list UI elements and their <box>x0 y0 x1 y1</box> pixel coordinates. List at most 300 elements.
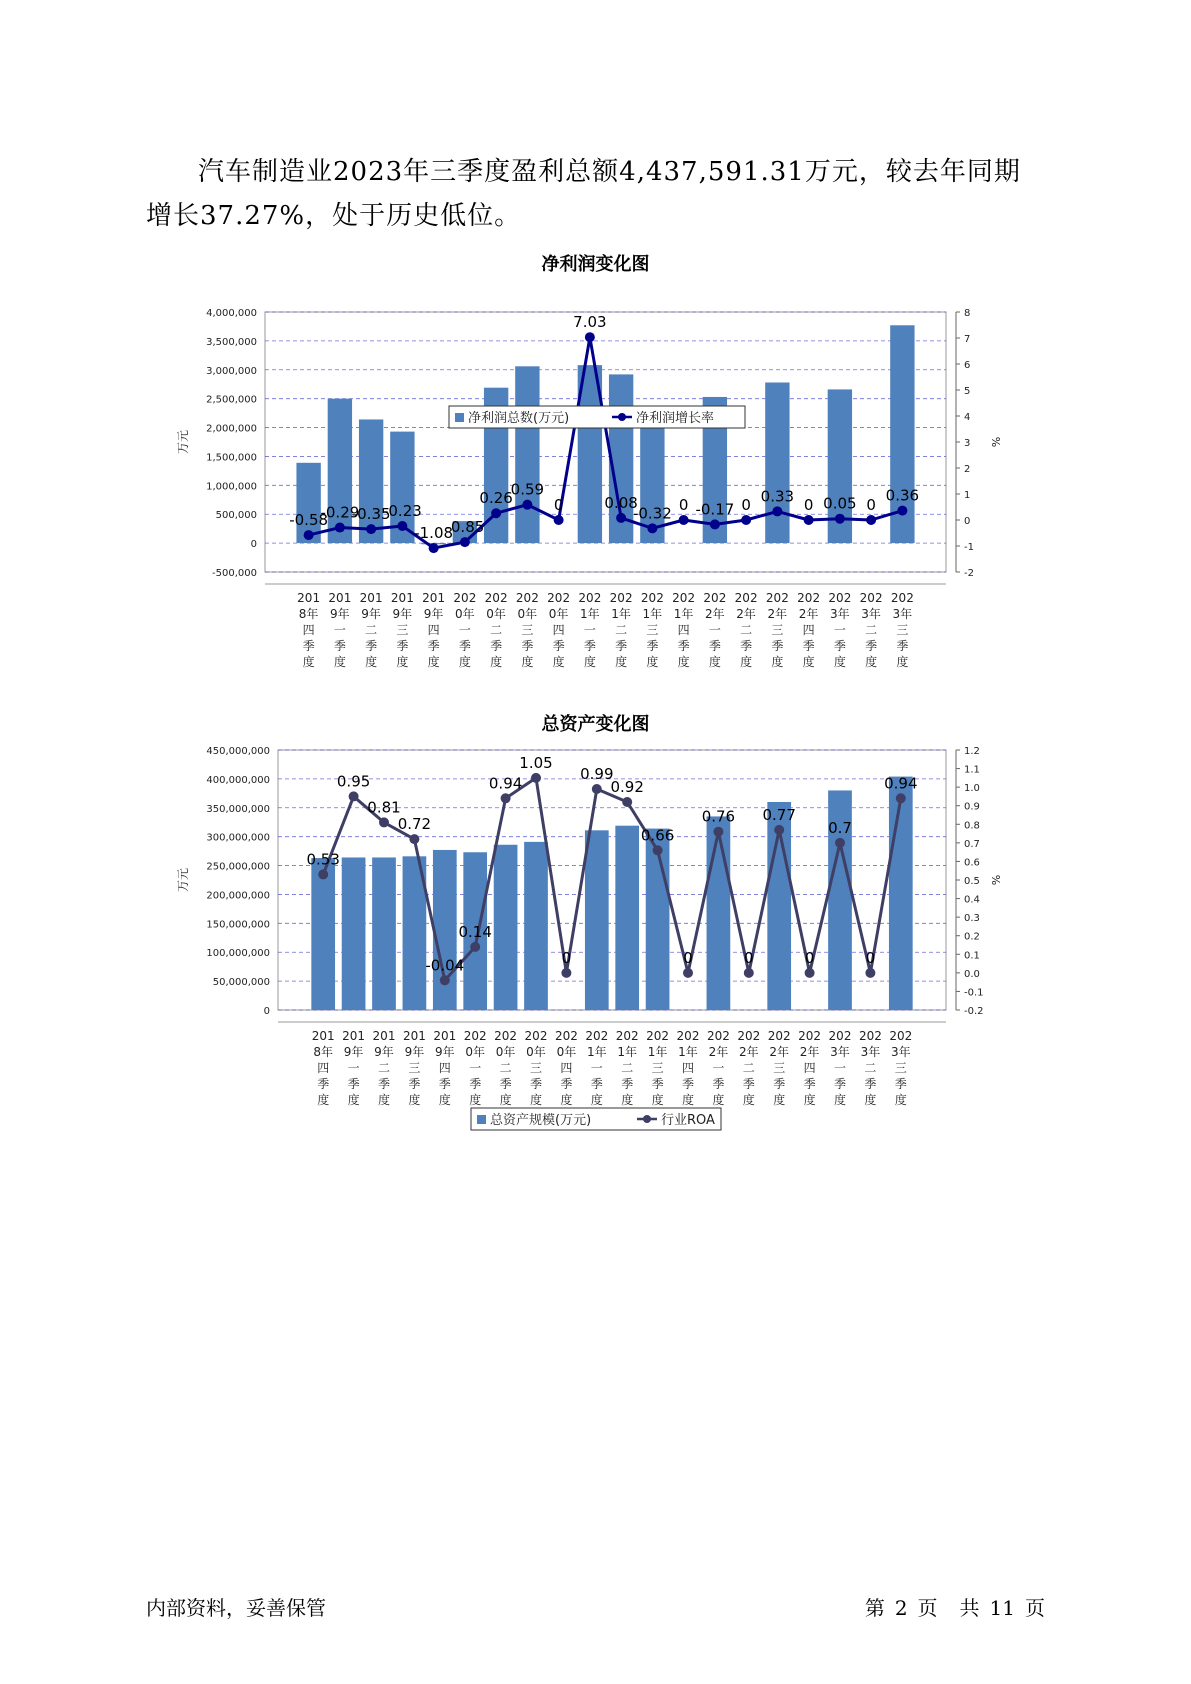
x-tick-label: 9年 <box>374 1045 394 1059</box>
data-label: 0.99 <box>580 765 614 783</box>
x-tick-label: 1年 <box>678 1045 698 1059</box>
x-tick-label: 9年 <box>434 1045 455 1059</box>
x-tick-label: 季 <box>469 1077 482 1091</box>
x-tick-label: 202 <box>765 591 789 605</box>
data-label: 0.72 <box>397 815 432 834</box>
bar <box>311 858 335 1010</box>
bar <box>433 850 457 1010</box>
line-marker <box>585 332 595 342</box>
data-label: 0 <box>803 496 814 514</box>
line-marker <box>713 827 723 837</box>
x-tick-label: 四 <box>802 623 815 637</box>
x-tick-label: 季 <box>499 1077 512 1091</box>
data-label: 0 <box>744 948 754 967</box>
bar <box>494 845 518 1010</box>
y2-tick-label: 4 <box>964 412 971 423</box>
x-tick-label: 2年 <box>798 607 819 621</box>
x-tick-label: 度 <box>590 1093 603 1107</box>
bar <box>342 857 366 1010</box>
legend-bar-label: 总资产规模(万元) <box>490 1113 592 1128</box>
y-tick-label: -500,000 <box>212 568 257 579</box>
line-marker <box>835 514 845 524</box>
x-tick-label: 四 <box>560 1061 573 1075</box>
line-marker <box>622 797 632 807</box>
x-tick-label: 202 <box>463 1029 487 1043</box>
y-axis-title: 万元 <box>176 429 190 455</box>
x-tick-label: 度 <box>552 655 565 669</box>
x-tick-label: 201 <box>372 1029 396 1043</box>
x-tick-label: 度 <box>499 1093 512 1107</box>
y-tick-label: 350,000,000 <box>206 803 270 815</box>
y-tick-label: 200,000,000 <box>206 890 270 902</box>
x-tick-label: 202 <box>609 591 633 605</box>
x-tick-label: 季 <box>894 1077 907 1091</box>
page-number: 2 <box>894 1596 908 1620</box>
x-tick-label: 季 <box>408 1077 421 1091</box>
y-tick-label: 2,000,000 <box>206 423 257 435</box>
x-tick-label: 一 <box>469 1061 482 1075</box>
x-tick-label: 2年 <box>705 607 725 621</box>
x-tick-label: 度 <box>865 655 878 669</box>
line-marker <box>897 506 907 516</box>
x-tick-label: 9年 <box>392 607 413 621</box>
line-marker <box>592 784 602 794</box>
y2-tick-label: -0.2 <box>964 1006 984 1017</box>
y2-tick-label: 8 <box>964 308 971 319</box>
line-marker <box>501 793 511 803</box>
x-tick-label: 202 <box>828 591 852 605</box>
x-tick-label: 201 <box>342 1029 366 1043</box>
total-assets-chart <box>0 740 1191 1140</box>
x-tick-label: 四 <box>677 623 690 637</box>
line-marker <box>429 543 439 553</box>
x-tick-label: 二 <box>499 1061 512 1075</box>
data-label: 0.94 <box>488 774 523 793</box>
x-tick-label: 度 <box>469 1093 482 1107</box>
data-label: 0.92 <box>610 778 644 796</box>
x-tick-label: 三 <box>773 1061 786 1075</box>
data-label: 0.14 <box>458 922 492 941</box>
x-tick-label: 季 <box>347 1077 360 1091</box>
data-label: 0.81 <box>367 798 401 817</box>
data-label: 0.66 <box>640 826 675 845</box>
x-tick-label: 一 <box>833 623 846 637</box>
y-tick-label: 450,000,000 <box>206 746 270 757</box>
line-marker <box>835 838 845 848</box>
x-tick-label: 202 <box>615 1029 639 1043</box>
y-tick-label: 100,000,000 <box>206 948 270 960</box>
x-tick-label: 2年 <box>799 1045 820 1059</box>
x-tick-label: 2年 <box>767 607 788 621</box>
y2-tick-label: 0.5 <box>964 876 980 887</box>
x-tick-label: 度 <box>521 655 534 669</box>
x-tick-label: 季 <box>583 639 596 653</box>
y2-tick-label: 0.8 <box>964 820 980 832</box>
x-tick-label: 季 <box>560 1077 573 1091</box>
x-tick-label: 季 <box>865 639 878 653</box>
y2-tick-label: 0.4 <box>964 894 980 906</box>
x-tick-label: 季 <box>771 639 784 653</box>
x-tick-label: 季 <box>302 639 315 653</box>
line-marker <box>522 500 532 510</box>
x-tick-label: 度 <box>438 1093 451 1107</box>
x-tick-label: 度 <box>712 1093 725 1107</box>
x-tick-label: 1年 <box>580 607 600 621</box>
x-tick-label: 季 <box>521 639 534 653</box>
x-tick-label: 度 <box>529 1093 543 1107</box>
x-tick-label: 1年 <box>647 1045 668 1059</box>
x-tick-label: 季 <box>396 639 409 653</box>
x-tick-label: 1年 <box>673 607 694 621</box>
legend-bar-label: 净利润总数(万元) <box>468 411 570 426</box>
page-word: 页 <box>917 1596 938 1620</box>
x-tick-label: 202 <box>889 1029 913 1043</box>
x-tick-label: 9年 <box>330 607 350 621</box>
x-tick-label: 度 <box>803 1093 816 1107</box>
x-tick-label: 季 <box>333 639 346 653</box>
data-label: 0 <box>553 496 564 514</box>
x-tick-label: 季 <box>590 1077 603 1091</box>
x-tick-label: 四 <box>681 1061 695 1075</box>
x-tick-label: 度 <box>651 1093 664 1107</box>
bar <box>707 816 731 1010</box>
y-tick-label: 50,000,000 <box>212 977 270 989</box>
x-tick-label: 度 <box>458 655 471 669</box>
footer-page-info <box>855 1592 1045 1621</box>
data-label: 0 <box>866 496 876 514</box>
x-tick-label: 一 <box>583 623 596 637</box>
x-tick-label: 3年 <box>830 1045 850 1059</box>
line-marker <box>866 515 876 525</box>
line-marker <box>554 515 564 525</box>
legend-line-marker <box>618 413 626 421</box>
total-pages: 11 <box>989 1596 1015 1620</box>
x-tick-label: 度 <box>347 1093 360 1107</box>
y2-tick-label: 0.6 <box>964 857 980 869</box>
x-tick-label: 季 <box>646 639 659 653</box>
data-label: 0.26 <box>479 489 513 508</box>
x-tick-label: 四 <box>803 1061 816 1075</box>
chart-title-net-profit: 净利润变化图 <box>541 254 650 275</box>
x-tick-label: 9年 <box>361 607 381 621</box>
bar <box>515 366 539 543</box>
x-tick-label: 1年 <box>642 607 663 621</box>
data-label: -1.08 <box>414 524 454 543</box>
x-tick-label: 度 <box>773 1093 786 1107</box>
x-tick-label: 202 <box>524 1029 548 1043</box>
x-tick-label: 度 <box>560 1093 573 1107</box>
bar <box>615 826 639 1010</box>
page-prefix: 第 <box>864 1596 885 1620</box>
line-marker <box>804 515 814 525</box>
line-marker <box>491 508 501 518</box>
x-tick-label: 季 <box>773 1077 786 1091</box>
y-tick-label: 400,000,000 <box>206 774 270 786</box>
x-tick-label: 201 <box>328 591 352 605</box>
y2-tick-label: 6 <box>964 360 971 371</box>
x-tick-label: 度 <box>833 655 846 669</box>
x-tick-label: 季 <box>864 1077 877 1091</box>
data-label: -0.17 <box>695 500 735 519</box>
x-tick-label: 2年 <box>708 1045 729 1059</box>
y2-axis-title: % <box>989 874 1002 886</box>
data-label: 0 <box>865 948 876 967</box>
data-label: 0.59 <box>510 480 545 499</box>
x-tick-label: 202 <box>484 591 508 605</box>
x-tick-label: 3年 <box>860 1045 881 1059</box>
data-label: 0 <box>804 948 815 967</box>
x-tick-label: 度 <box>583 655 596 669</box>
x-tick-label: 四 <box>438 1061 451 1075</box>
line-marker <box>865 968 875 978</box>
data-label: -0.04 <box>425 956 465 975</box>
y2-tick-label: -0.1 <box>964 987 984 999</box>
total-prefix: 共 <box>959 1596 980 1620</box>
y2-tick-label: -1 <box>964 542 974 553</box>
data-label: 0 <box>741 496 751 514</box>
y-tick-label: 4,000,000 <box>206 308 257 319</box>
line-marker <box>896 793 906 803</box>
x-tick-label: 季 <box>651 1077 664 1091</box>
x-tick-label: 度 <box>317 1093 330 1107</box>
x-tick-label: 度 <box>646 655 659 669</box>
data-label: 0.33 <box>760 487 795 506</box>
x-tick-label: 201 <box>433 1029 457 1043</box>
x-tick-label: 度 <box>427 655 440 669</box>
bar <box>889 777 913 1010</box>
y2-axis-title: % <box>989 436 1002 448</box>
x-tick-label: 202 <box>706 1029 730 1043</box>
x-tick-label: 三 <box>771 623 784 637</box>
y-tick-label: 0 <box>250 539 257 551</box>
x-tick-label: 季 <box>802 639 815 653</box>
x-tick-label: 三 <box>396 623 409 637</box>
x-tick-label: 0年 <box>517 607 538 621</box>
legend-bar-swatch <box>455 413 464 422</box>
x-tick-label: 202 <box>859 591 883 605</box>
x-tick-label: 季 <box>490 639 503 653</box>
y2-tick-label: 0.2 <box>964 931 980 943</box>
x-tick-label: 1年 <box>611 607 631 621</box>
x-tick-label: 3年 <box>890 1045 911 1059</box>
x-tick-label: 3年 <box>861 607 881 621</box>
y2-tick-label: 0.7 <box>964 838 980 850</box>
chart-title-total-assets: 总资产变化图 <box>541 714 650 735</box>
data-label: -0.85 <box>445 518 485 537</box>
x-tick-label: 一 <box>333 623 346 637</box>
y-axis-title: 万元 <box>176 867 190 893</box>
y-tick-label: 500,000 <box>215 510 257 522</box>
x-tick-label: 202 <box>547 591 571 605</box>
x-tick-label: 3年 <box>830 607 850 621</box>
y-tick-label: 3,000,000 <box>206 365 257 377</box>
line-marker <box>470 942 480 952</box>
x-tick-label: 四 <box>317 1061 330 1075</box>
x-tick-label: 8年 <box>313 1045 334 1059</box>
x-tick-label: 0年 <box>556 1045 577 1059</box>
x-tick-label: 度 <box>302 655 315 669</box>
x-tick-label: 二 <box>742 1061 755 1075</box>
data-label: -0.32 <box>632 504 672 523</box>
data-label: 0 <box>683 948 693 967</box>
x-tick-label: 三 <box>896 623 909 637</box>
line-marker <box>741 515 751 525</box>
y2-tick-label: 0.0 <box>964 968 980 980</box>
x-tick-label: 度 <box>742 1093 755 1107</box>
y-tick-label: 3,500,000 <box>206 336 257 348</box>
x-tick-label: 2年 <box>769 1045 790 1059</box>
x-tick-label: 度 <box>896 655 909 669</box>
x-tick-label: 202 <box>703 591 727 605</box>
x-tick-label: 度 <box>771 655 784 669</box>
x-tick-label: 季 <box>803 1077 816 1091</box>
x-tick-label: 一 <box>458 623 471 637</box>
x-tick-label: 201 <box>402 1029 426 1043</box>
x-tick-label: 0年 <box>526 1045 546 1059</box>
x-tick-label: 度 <box>621 1093 634 1107</box>
x-tick-label: 201 <box>359 591 383 605</box>
x-tick-label: 度 <box>802 655 815 669</box>
line-marker <box>647 523 657 533</box>
bar <box>524 842 548 1010</box>
x-tick-label: 度 <box>677 655 690 669</box>
x-tick-label: 度 <box>681 1093 695 1107</box>
x-tick-label: 季 <box>621 1077 634 1091</box>
x-tick-label: 201 <box>422 591 446 605</box>
y2-tick-label: 1.2 <box>964 746 980 757</box>
x-tick-label: 9年 <box>343 1045 364 1059</box>
x-tick-label: 202 <box>676 1029 700 1043</box>
x-tick-label: 3年 <box>892 607 913 621</box>
data-label: 7.03 <box>573 313 607 332</box>
x-tick-label: 度 <box>490 655 503 669</box>
x-tick-label: 季 <box>615 639 628 653</box>
y-tick-label: 2,500,000 <box>206 394 257 406</box>
summary-paragraph: 汽车制造业2023年三季度盈利总额4,437,591.31万元，较去年同期增长37.27%，处于历史低位。 <box>146 157 1021 231</box>
x-tick-label: 度 <box>740 655 753 669</box>
x-tick-label: 一 <box>347 1061 360 1075</box>
x-tick-label: 季 <box>833 639 846 653</box>
x-tick-label: 度 <box>864 1093 877 1107</box>
x-tick-label: 度 <box>377 1093 391 1107</box>
line-marker <box>349 791 359 801</box>
x-tick-label: 202 <box>828 1029 852 1043</box>
x-tick-label: 二 <box>621 1061 634 1075</box>
x-tick-label: 9年 <box>404 1045 425 1059</box>
y2-tick-label: 1.0 <box>964 783 980 795</box>
x-tick-label: 201 <box>390 591 414 605</box>
x-tick-label: 四 <box>552 623 565 637</box>
x-tick-label: 二 <box>615 623 628 637</box>
x-tick-label: 202 <box>494 1029 518 1043</box>
line-marker <box>304 530 314 540</box>
y-tick-label: 250,000,000 <box>206 861 270 873</box>
x-tick-label: 季 <box>377 1077 391 1091</box>
footer-confidential: 内部资料，妥善保管 <box>146 1596 326 1620</box>
x-tick-label: 202 <box>646 1029 670 1043</box>
y2-tick-label: 1 <box>964 490 971 501</box>
x-tick-label: 202 <box>734 591 758 605</box>
line-marker <box>710 519 720 529</box>
y-tick-label: 1,500,000 <box>206 452 257 464</box>
x-tick-label: 三 <box>646 623 659 637</box>
x-tick-label: 二 <box>365 623 378 637</box>
x-tick-label: 季 <box>833 1077 847 1091</box>
data-label: 0.7 <box>828 818 852 837</box>
data-label: 0.36 <box>885 486 920 505</box>
x-tick-label: 三 <box>894 1061 907 1075</box>
x-tick-label: 2年 <box>736 607 756 621</box>
y2-tick-label: 1.1 <box>964 764 980 776</box>
x-tick-label: 202 <box>554 1029 578 1043</box>
x-tick-label: 二 <box>740 623 753 637</box>
x-tick-label: 202 <box>672 591 696 605</box>
y2-tick-label: 7 <box>964 334 971 345</box>
line-marker <box>440 975 450 985</box>
line-marker <box>531 773 541 783</box>
x-tick-label: 季 <box>529 1077 543 1091</box>
bar <box>585 830 609 1010</box>
bar <box>372 857 396 1010</box>
x-tick-label: 9年 <box>423 607 444 621</box>
x-tick-label: 度 <box>333 655 346 669</box>
x-tick-label: 季 <box>740 639 753 653</box>
x-tick-label: 1年 <box>617 1045 638 1059</box>
line-marker <box>460 537 470 547</box>
x-tick-label: 季 <box>552 639 565 653</box>
data-label: 0 <box>561 948 572 967</box>
x-tick-label: 一 <box>590 1061 603 1075</box>
data-label: -0.23 <box>382 501 422 520</box>
x-tick-label: 季 <box>742 1077 755 1091</box>
x-tick-label: 季 <box>317 1077 330 1091</box>
x-tick-label: 二 <box>490 623 503 637</box>
x-tick-label: 度 <box>708 655 721 669</box>
line-marker <box>744 968 754 978</box>
line-marker <box>379 817 389 827</box>
x-tick-label: 度 <box>396 655 409 669</box>
x-tick-label: 201 <box>297 591 321 605</box>
x-tick-label: 202 <box>737 1029 761 1043</box>
line-marker <box>616 513 626 523</box>
x-tick-label: 季 <box>438 1077 451 1091</box>
x-tick-label: 三 <box>408 1061 421 1075</box>
x-tick-label: 三 <box>521 623 534 637</box>
x-tick-label: 三 <box>529 1061 543 1075</box>
data-label: -0.29 <box>320 503 360 522</box>
line-marker <box>653 845 663 855</box>
x-tick-label: 度 <box>408 1093 421 1107</box>
x-tick-label: 度 <box>615 655 628 669</box>
x-tick-label: 0年 <box>455 607 475 621</box>
x-tick-label: 二 <box>864 1061 877 1075</box>
y-tick-label: 300,000,000 <box>206 832 270 844</box>
data-label: 0.77 <box>762 805 796 824</box>
data-label: 0.53 <box>306 850 340 869</box>
y2-tick-label: 5 <box>964 386 971 397</box>
line-marker <box>774 825 784 835</box>
x-tick-label: 季 <box>427 639 440 653</box>
x-tick-label: 202 <box>858 1029 882 1043</box>
data-label: 0.05 <box>823 494 857 513</box>
y2-tick-label: -2 <box>964 568 974 579</box>
data-label: 0.95 <box>336 772 371 791</box>
x-tick-label: 202 <box>890 591 914 605</box>
legend-line-marker <box>643 1115 651 1123</box>
x-tick-label: 季 <box>677 639 690 653</box>
x-tick-label: 一 <box>833 1061 847 1075</box>
x-tick-label: 8年 <box>298 607 319 621</box>
